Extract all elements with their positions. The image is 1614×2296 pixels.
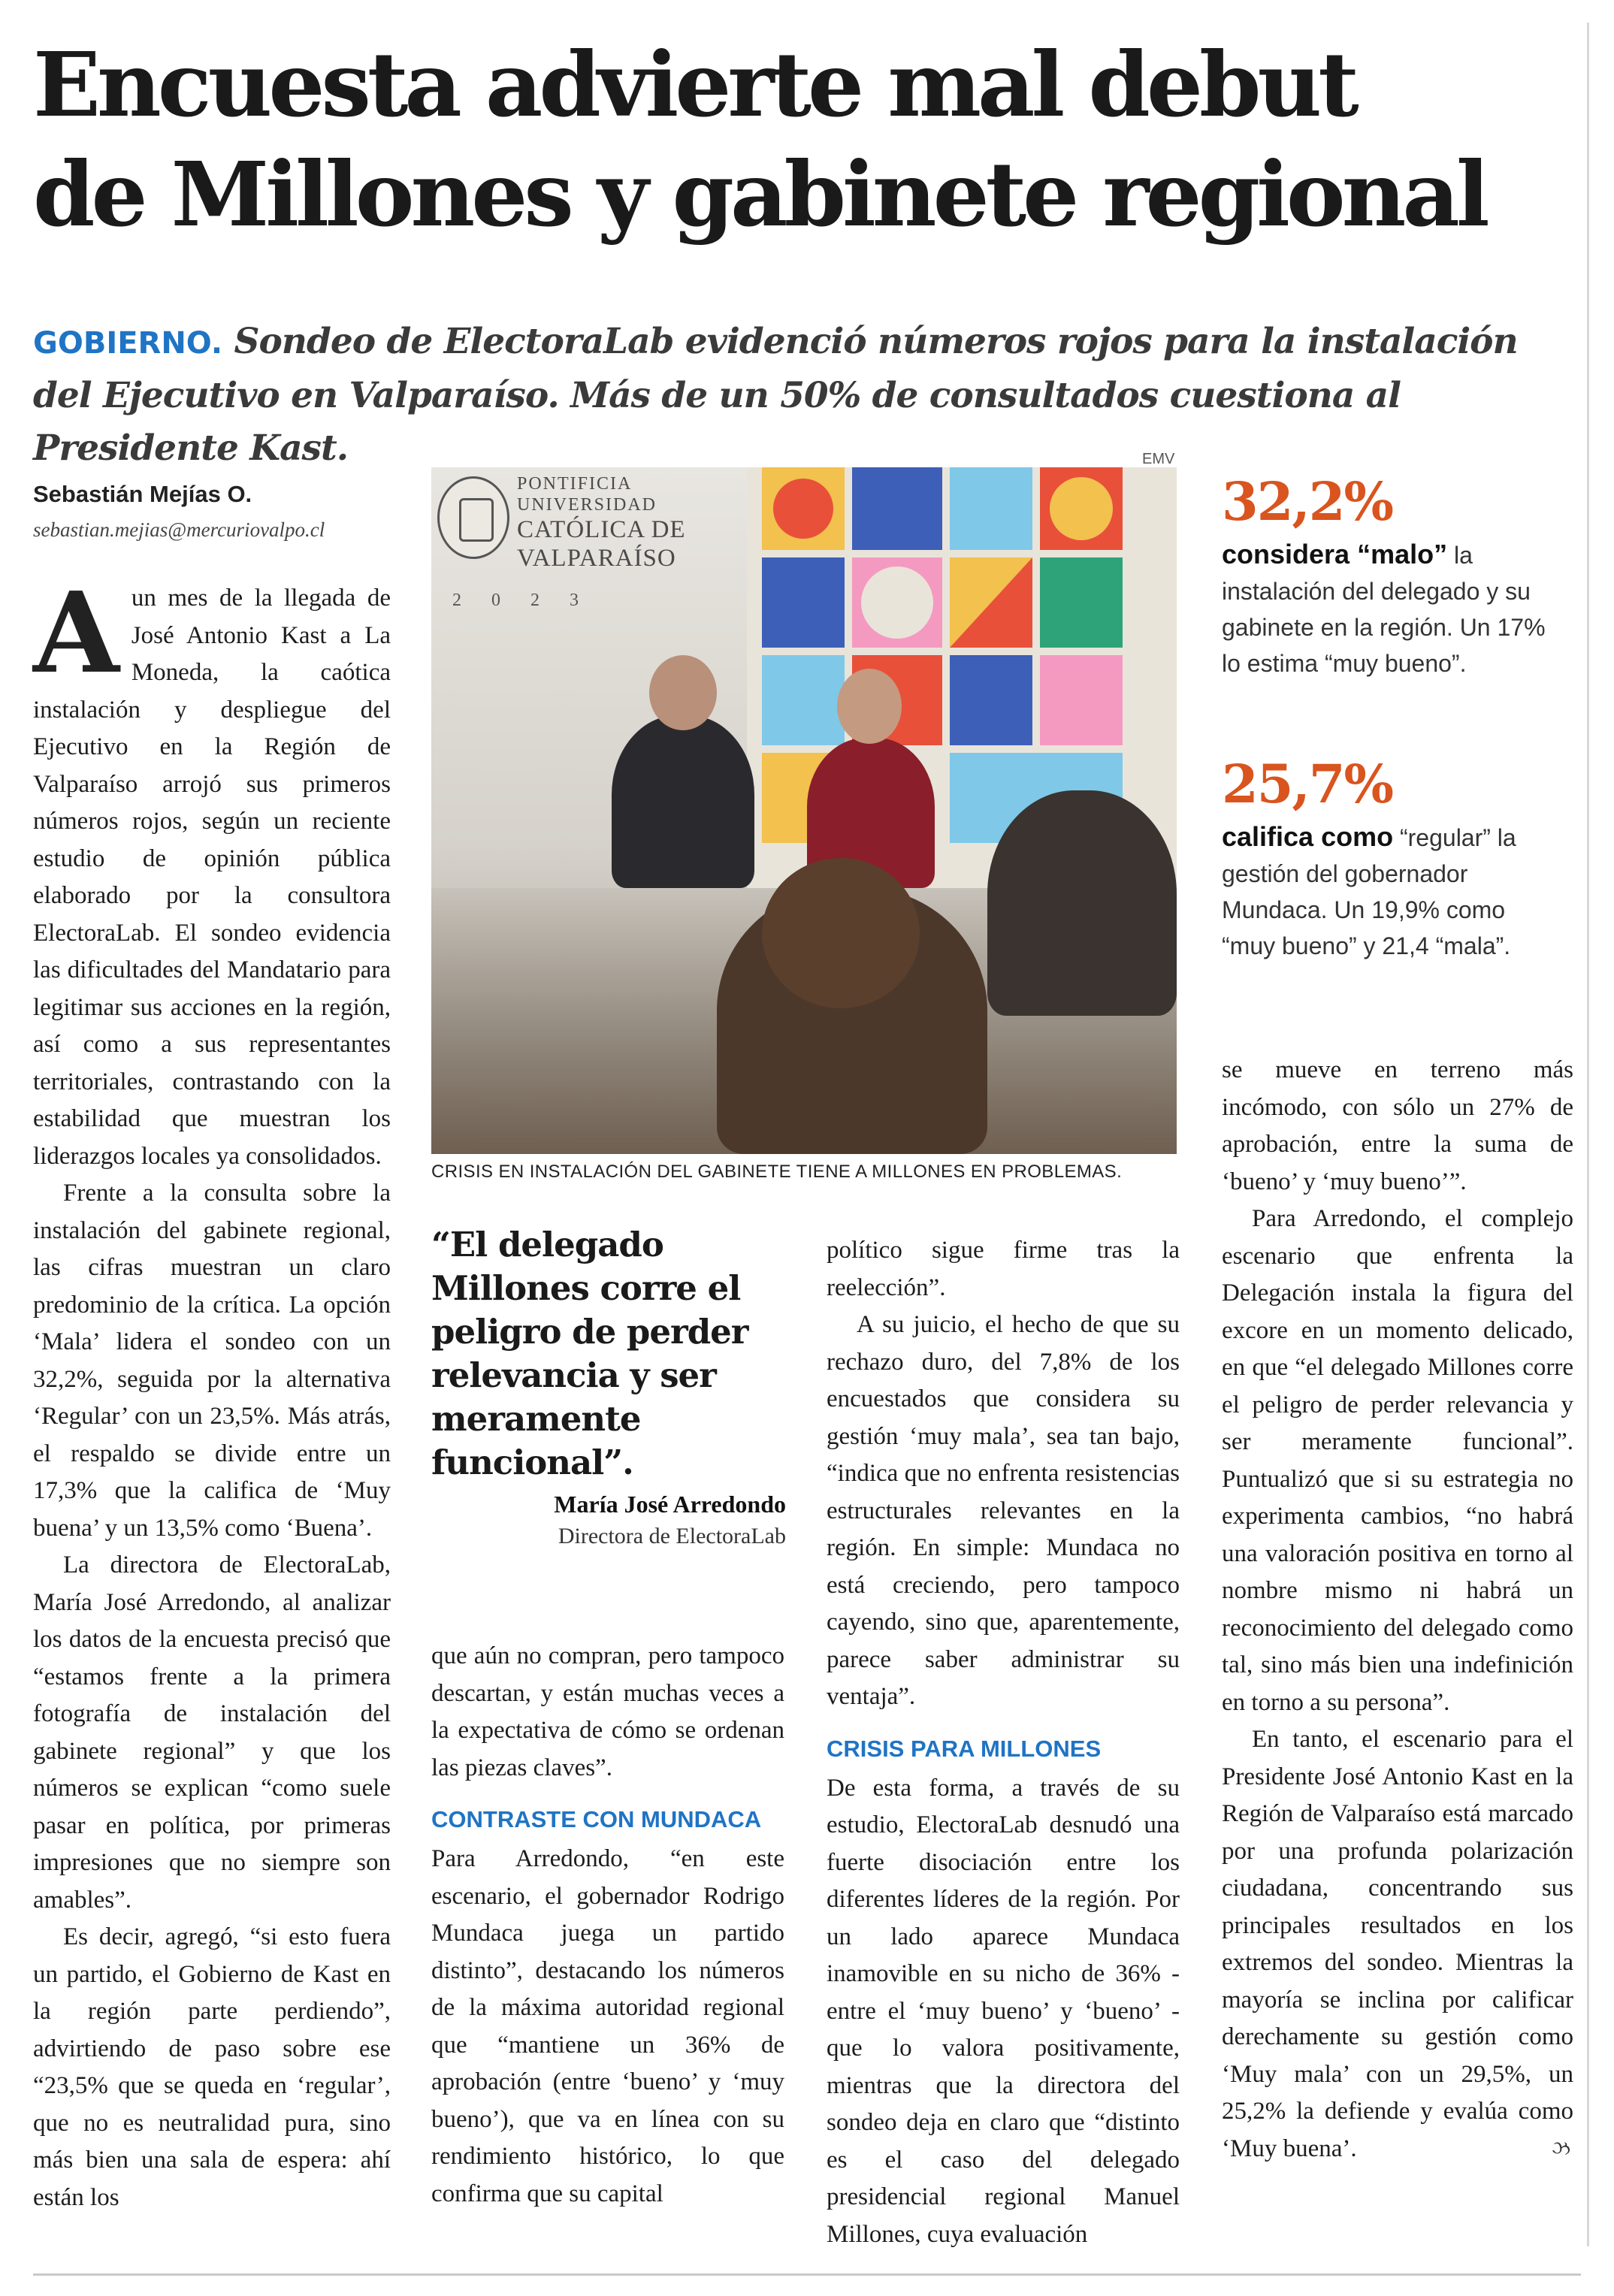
paragraph: Para Arredondo, el complejo escenario que enfrenta la Delegación instala la figura del excore en un momento delicado, en que “el delegado Millones corre el peligro de perder relevancia y ser meramente funcional”. Puntualizó que si su estrategia no experimenta cambios, “no habrá una valoración positiva en torno al nombre mismo ni habrá un reconocimiento del delegado como tal, sino más bien una indefinición en torno a su persona”. <box>1222 1205 1573 1716</box>
logo-text: PONTIFICIA <box>517 474 633 494</box>
paragraph: En tanto, el escenario para el Presidente José Antonio Kast en la Región de Valparaíso está marcado por una profunda polarización ciudadana, concentrando sus principales resultados en los extremos del sondeo. Mientras la mayoría se inclina por calificar derechamente su gestión como ‘Muy mala’ con un 29,5%, un 25,2% la defiende y evalúa como ‘Muy buena’. <box>1222 1726 1573 2162</box>
quote-author-role: Directora de ElectoraLab <box>558 1524 786 1548</box>
paragraph: A su juicio, el hecho de que su rechazo duro, del 7,8% de los encuestados que considera su gestión ‘muy mala’, sea tan bajo, “indica que no enfrenta resistencias estructurales relevantes en la región. En simple: Mundaca no está creciendo, pero tampoco cayendo, sino que, aparentemente, parece saber administrar su ventaja”. <box>827 1311 1180 1710</box>
article-column-2 <box>431 1638 784 2213</box>
photo-credit: EMV <box>1142 451 1175 467</box>
logo-text: CATÓLICA DE <box>517 516 686 543</box>
logo-text: UNIVERSIDAD <box>517 495 657 515</box>
headline-line-1: Encuesta advierte mal debut <box>33 32 1356 137</box>
pull-quote: “El delegado Millones corre el peligro de perder relevancia y ser meramente funcional”. <box>431 1225 748 1482</box>
byline <box>33 481 325 542</box>
paragraph: De esta forma, a través de su estudio, ElectoraLab desnudó una fuerte disociación entre los diferentes líderes de la región. Por un lado aparece Mundaca inamovible en su nicho de 36% - entre el ‘muy bueno’ y ‘bueno’ - que lo valora positivamente, mientras que la directora del sondeo deja en claro que “distinto es el caso del delegado presidencial regional Manuel Millones, cuya evaluación <box>827 1774 1180 2248</box>
stat-text: la instalación del delegado y su gabinete en la región. Un 17% lo estima “muy bueno”. <box>1222 542 1546 677</box>
article-column-3 <box>827 1232 1180 2253</box>
person-silhouette <box>987 790 1177 1016</box>
article-column-1 <box>33 567 391 2216</box>
logo-year: 2023 <box>452 591 609 610</box>
stat-value: 32,2% <box>1222 470 1393 533</box>
quote-author-name: María José Arredondo <box>554 1491 786 1518</box>
paragraph: Para Arredondo, “en este escenario, el gobernador Rodrigo Mundaca juega un partido distinto”, destacando los números de la máxima autoridad regional que “mantiene un 36% de aprobación (entre ‘bueno’ y ‘muy bueno’), que va en línea con su rendimiento histórico, lo que confirma que su capital <box>431 1845 784 2207</box>
university-logo <box>437 473 723 610</box>
stat-value: 25,7% <box>1222 753 1393 815</box>
section-heading: CRISIS PARA MILLONES <box>827 1735 1102 1762</box>
section-heading: CONTRASTE CON MUNDACA <box>431 1806 762 1832</box>
headline-line-2: de Millones y gabinete regional <box>33 142 1486 246</box>
paragraph: que aún no compran, pero tampoco descartan, y están muchas veces a la expectativa de cómo se ordenan las piezas claves”. <box>431 1642 784 1781</box>
end-mark-icon: ઝ <box>1552 2137 1570 2160</box>
page-edge-rule <box>1587 23 1589 2246</box>
logo-text: VALPARAÍSO <box>517 545 676 572</box>
person-head <box>837 669 902 744</box>
person-head <box>649 655 717 730</box>
article-photo <box>431 467 1177 1154</box>
stat-block <box>1222 472 1560 681</box>
article-column-4 <box>1222 1052 1573 2168</box>
person-head <box>762 858 920 1008</box>
stat-lead: considera “malo” <box>1222 539 1448 569</box>
stat-lead: califica como <box>1222 821 1394 852</box>
paragraph: Es decir, agregó, “si esto fuera un partido, el Gobierno de Kast en la región parte perdiendo”, advirtiendo de paso sobre ese “23,5% que se queda en ‘regular’, que no es neutralidad pura, sino más bien una sala de espera: ahí están los <box>33 1923 391 2211</box>
paragraph: político sigue firme tras la reelección”. <box>827 1237 1180 1301</box>
photo-caption: CRISIS EN INSTALACIÓN DEL GABINETE TIENE A MILLONES EN PROBLEMAS. <box>431 1162 1123 1182</box>
section-kicker: GOBIERNO. <box>33 326 223 361</box>
stat-text: “regular” la gestión del gobernador Mundaca. Un 19,9% como “muy bueno” y 21,4 “mala”. <box>1222 824 1516 959</box>
pull-quote-attribution <box>431 1488 786 1552</box>
page-bottom-rule <box>33 2273 1581 2276</box>
subheadline <box>33 316 1573 475</box>
paragraph: se mueve en terreno más incómodo, con sólo un 27% de aprobación, entre la suma de ‘bueno’ y ‘muy bueno’”. <box>1222 1056 1573 1195</box>
drop-cap: A <box>33 567 119 698</box>
paragraph: Frente a la consulta sobre la instalación del gabinete regional, las cifras muestran un claro predominio de la crítica. La opción ‘Mala’ lidera el sondeo con un 32,2%, seguida por la alternativa ‘Regular’ con un 23,5%. Más atrás, el respaldo se divide entre un 17,3% que la califica de ‘Muy buena’ y un 13,5% como ‘Buena’. <box>33 1180 391 1542</box>
paragraph: un mes de la llegada de José Antonio Kast a La Moneda, la caótica instalación y despliegue del Ejecutivo en la Región de Valparaíso arrojó sus primeros números rojos, según un reciente estudio de opinión pública elaborado por la consultora ElectoraLab. El sondeo evidencia las dificultades del Mandatario para legitimar sus acciones en la región, así como a sus representantes territoriales, contrastando con la estabilidad que muestran los liderazgos locales ya consolidados. <box>33 585 391 1170</box>
person-silhouette <box>612 715 754 888</box>
stat-block <box>1222 754 1560 964</box>
author-name: Sebastián Mejías O. <box>33 481 252 507</box>
paragraph: La directora de ElectoraLab, María José Arredondo, al analizar los datos de la encuesta precisó que “estamos frente a la primera fotografía de instalación del gabinete regional” y que los números se explican “como suele pasar en política, por primeras impresiones que no siempre son amables”. <box>33 1551 391 1914</box>
author-email: sebastian.mejias@mercuriovalpo.cl <box>33 518 325 541</box>
headline <box>33 30 1581 249</box>
university-seal-icon <box>437 476 509 559</box>
subheadline-text: Sondeo de ElectoraLab evidenció números rojos para la instalación del Ejecutivo en Valparaíso. Más de un 50% de consultados cuestiona al Presidente Kast. <box>33 321 1518 469</box>
